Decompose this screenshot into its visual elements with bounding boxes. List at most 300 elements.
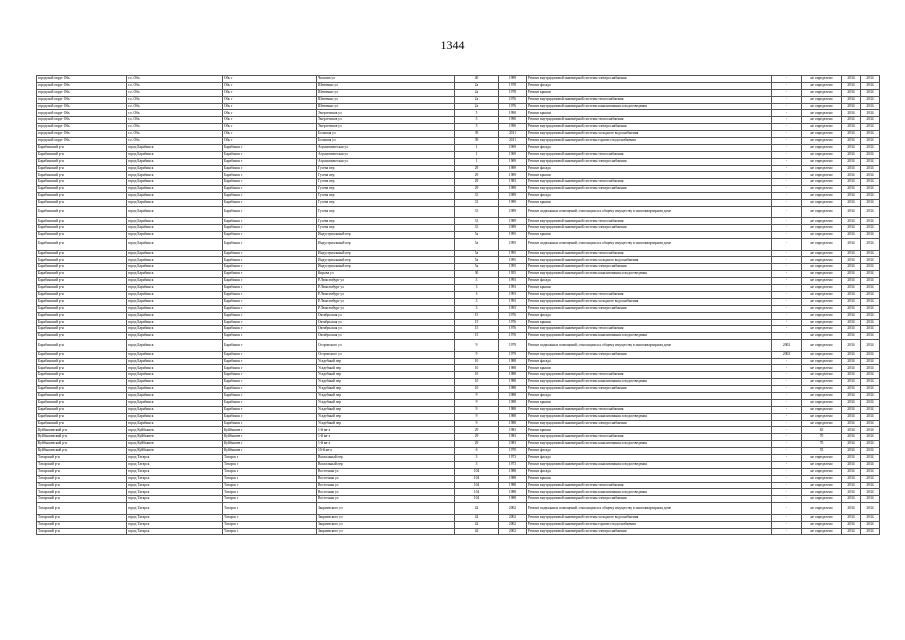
settlement-cell: город Барабинск — [127, 386, 223, 393]
house-number-cell: 5а — [455, 239, 499, 251]
plan-start-year-cell: 2034 — [842, 319, 861, 326]
locality-cell: Обь г — [223, 89, 317, 96]
last-repair-year-cell: - — [772, 528, 802, 535]
year-built-cell: 1976 — [499, 333, 527, 340]
settlement-cell: город Барабинск — [127, 291, 223, 298]
street-cell: Гусева пер — [317, 225, 455, 232]
work-type-cell: Ремонт крыши — [527, 172, 772, 179]
work-type-cell: Ремонт крыши — [527, 89, 772, 96]
year-built-cell: 2002 — [499, 521, 527, 528]
plan-end-year-cell: 2034 — [861, 521, 880, 528]
street-cell: Усадебный пер — [317, 420, 455, 427]
plan-start-year-cell: 2034 — [842, 468, 861, 475]
year-built-cell: 1969 — [499, 158, 527, 165]
plan-start-year-cell: 2034 — [842, 351, 861, 358]
work-type-cell: Ремонт внутридомовой инженерной системы теплоснабжения — [527, 406, 772, 413]
municipal-district-cell: Татарский р-н — [37, 482, 127, 489]
municipal-district-cell: Барабинский р-н — [37, 291, 127, 298]
wear-percent-cell: не определено — [802, 103, 842, 110]
page-number: 1344 — [440, 38, 465, 52]
plan-end-year-cell: 2034 — [861, 278, 880, 285]
wear-percent-cell: не определено — [802, 82, 842, 89]
work-type-cell: Ремонт крыши — [527, 285, 772, 292]
settlement-cell: г.о. Обь — [127, 89, 223, 96]
settlement-cell: город Барабинск — [127, 200, 223, 207]
wear-percent-cell: не определено — [802, 200, 842, 207]
wear-percent-cell: не определено — [802, 455, 842, 462]
house-number-cell: 5 — [455, 117, 499, 124]
last-repair-year-cell: - — [772, 264, 802, 271]
plan-start-year-cell: 2034 — [842, 206, 861, 218]
locality-cell: Барабинск г — [223, 358, 317, 365]
house-number-cell: 31 — [455, 193, 499, 200]
plan-end-year-cell: 2034 — [861, 110, 880, 117]
table-row — [37, 441, 880, 448]
plan-end-year-cell: 2034 — [861, 379, 880, 386]
table-row — [37, 475, 880, 482]
settlement-cell: город Барабинск — [127, 218, 223, 225]
plan-end-year-cell: 2034 — [861, 365, 880, 372]
wear-percent-cell: не определено — [802, 305, 842, 312]
work-type-cell: Ремонт внутридомовой инженерной системы электроснабжения — [527, 386, 772, 393]
work-type-cell: Ремонт внутридомовой инженерной системы холодного водоснабжения — [527, 298, 772, 305]
work-type-cell: Ремонт внутридомовой инженерной системы канализования и водоотведения — [527, 441, 772, 448]
plan-end-year-cell: 2034 — [861, 406, 880, 413]
plan-start-year-cell: 2034 — [842, 406, 861, 413]
plan-end-year-cell: 2034 — [861, 372, 880, 379]
street-cell: Чкалова ул — [317, 76, 455, 83]
plan-end-year-cell: 2034 — [861, 76, 880, 83]
work-type-cell: Ремонт внутридомовой инженерной системы теплоснабжения — [527, 218, 772, 225]
settlement-cell: город Барабинск — [127, 406, 223, 413]
settlement-cell: город Татарск — [127, 455, 223, 462]
last-repair-year-cell: - — [772, 250, 802, 257]
street-cell: Гусева пер — [317, 172, 455, 179]
street-cell: Шевченко ул — [317, 82, 455, 89]
municipal-district-cell: Куйбышевский р-н — [37, 448, 127, 455]
settlement-cell: город Татарск — [127, 503, 223, 515]
year-built-cell: 1989 — [499, 193, 527, 200]
table-row — [37, 358, 880, 365]
settlement-cell: город Татарск — [127, 514, 223, 521]
locality-cell: Барабинск г — [223, 250, 317, 257]
house-number-cell: 5а — [455, 264, 499, 271]
plan-end-year-cell: 2034 — [861, 399, 880, 406]
municipal-district-cell: Барабинский р-н — [37, 232, 127, 239]
work-type-cell: Ремонт внутридомовой инженерной системы канализования и водоотведения — [527, 333, 772, 340]
table-row — [37, 305, 880, 312]
wear-percent-cell: не определено — [802, 278, 842, 285]
house-number-cell: 9 — [455, 406, 499, 413]
last-repair-year-cell: - — [772, 131, 802, 138]
table-row — [37, 193, 880, 200]
locality-cell: Барабинск г — [223, 172, 317, 179]
last-repair-year-cell: - — [772, 386, 802, 393]
house-number-cell: 3 — [455, 278, 499, 285]
plan-start-year-cell: 2034 — [842, 441, 861, 448]
last-repair-year-cell: - — [772, 138, 802, 145]
plan-start-year-cell: 2034 — [842, 285, 861, 292]
capital-repair-table — [36, 75, 880, 535]
wear-percent-cell: не определено — [802, 232, 842, 239]
locality-cell: Барабинск г — [223, 312, 317, 319]
plan-end-year-cell: 2034 — [861, 514, 880, 521]
wear-percent-cell: не определено — [802, 151, 842, 158]
municipal-district-cell: городской округ Обь — [37, 117, 127, 124]
municipal-district-cell: Барабинский р-н — [37, 406, 127, 413]
house-number-cell: 42 — [455, 521, 499, 528]
plan-start-year-cell: 2034 — [842, 365, 861, 372]
last-repair-year-cell: - — [772, 305, 802, 312]
work-type-cell: Ремонт внутридомовой инженерной системы электроснабжения — [527, 124, 772, 131]
house-number-cell: 3 — [455, 285, 499, 292]
wear-percent-cell: не определено — [802, 475, 842, 482]
street-cell: Островского ул — [317, 351, 455, 358]
table-row — [37, 365, 880, 372]
municipal-district-cell: Барабинский р-н — [37, 379, 127, 386]
locality-cell: Татарск г — [223, 514, 317, 521]
plan-start-year-cell: 2034 — [842, 461, 861, 468]
locality-cell: Барабинск г — [223, 319, 317, 326]
house-number-cell: 9 — [455, 340, 499, 352]
table-row — [37, 482, 880, 489]
year-built-cell: 1989 — [499, 225, 527, 232]
table-row — [37, 455, 880, 462]
year-built-cell: 1983 — [499, 179, 527, 186]
work-type-cell: Ремонт внутридомовой инженерной системы электроснабжения — [527, 186, 772, 193]
last-repair-year-cell: - — [772, 144, 802, 151]
work-type-cell: Ремонт фасада — [527, 82, 772, 89]
table-row — [37, 186, 880, 193]
table-row — [37, 319, 880, 326]
settlement-cell: г.о. Обь — [127, 103, 223, 110]
plan-end-year-cell: 2034 — [861, 193, 880, 200]
wear-percent-cell: не определено — [802, 528, 842, 535]
locality-cell: Барабинск г — [223, 340, 317, 352]
table-row — [37, 151, 880, 158]
house-number-cell: 104 — [455, 489, 499, 496]
table-row — [37, 528, 880, 535]
plan-end-year-cell: 2034 — [861, 413, 880, 420]
house-number-cell: 15 — [455, 326, 499, 333]
street-cell: Агрономическая ул — [317, 144, 455, 151]
plan-start-year-cell: 2034 — [842, 271, 861, 278]
plan-end-year-cell: 2034 — [861, 461, 880, 468]
municipal-district-cell: городской округ Обь — [37, 131, 127, 138]
municipal-district-cell: Барабинский р-н — [37, 250, 127, 257]
house-number-cell: 42 — [455, 528, 499, 535]
locality-cell: Барабинск г — [223, 200, 317, 207]
year-built-cell: 1973 — [499, 455, 527, 462]
house-number-cell: 2а — [455, 89, 499, 96]
house-number-cell: 104 — [455, 468, 499, 475]
house-number-cell: 9 — [455, 413, 499, 420]
year-built-cell: 1990 — [499, 124, 527, 131]
table-row — [37, 326, 880, 333]
street-cell: Усадебный пер — [317, 379, 455, 386]
locality-cell: Барабинск г — [223, 165, 317, 172]
table-row — [37, 291, 880, 298]
street-cell: Энергетиков ул — [317, 124, 455, 131]
locality-cell: Барабинск г — [223, 193, 317, 200]
plan-start-year-cell: 2034 — [842, 427, 861, 434]
settlement-cell: город Татарск — [127, 468, 223, 475]
plan-end-year-cell: 2034 — [861, 312, 880, 319]
work-type-cell: Ремонт фасада — [527, 468, 772, 475]
street-cell: Р.Люксембург ул — [317, 291, 455, 298]
wear-percent-cell: не определено — [802, 206, 842, 218]
municipal-district-cell: Барабинский р-н — [37, 218, 127, 225]
year-built-cell: 1976 — [499, 96, 527, 103]
year-built-cell: 1979 — [499, 351, 527, 358]
municipal-district-cell: Барабинский р-н — [37, 413, 127, 420]
table-row — [37, 468, 880, 475]
year-built-cell: 1993 — [499, 278, 527, 285]
house-number-cell: 30 — [455, 271, 499, 278]
street-cell: Островского ул — [317, 340, 455, 352]
year-built-cell: 1988 — [499, 496, 527, 503]
wear-percent-cell: не определено — [802, 393, 842, 400]
plan-end-year-cell: 2034 — [861, 257, 880, 264]
work-type-cell: Ремонт внутридомовой инженерной системы теплоснабжения — [527, 117, 772, 124]
house-number-cell: 6 — [455, 448, 499, 455]
settlement-cell: г.о. Обь — [127, 131, 223, 138]
settlement-cell: город Барабинск — [127, 193, 223, 200]
settlement-cell: город Барабинск — [127, 206, 223, 218]
plan-end-year-cell: 2034 — [861, 285, 880, 292]
street-cell: 1-й кв-л — [317, 434, 455, 441]
plan-end-year-cell: 2034 — [861, 305, 880, 312]
locality-cell: Татарск г — [223, 461, 317, 468]
table-row — [37, 158, 880, 165]
plan-start-year-cell: 2034 — [842, 193, 861, 200]
table-row — [37, 144, 880, 151]
municipal-district-cell: Барабинский р-н — [37, 193, 127, 200]
table-row — [37, 250, 880, 257]
last-repair-year-cell: - — [772, 117, 802, 124]
work-type-cell: Ремонт внутридомовой инженерной системы канализования и водоотведения — [527, 379, 772, 386]
street-cell: Вокзальный пер — [317, 455, 455, 462]
locality-cell: Обь г — [223, 117, 317, 124]
municipal-district-cell: Барабинский р-н — [37, 351, 127, 358]
last-repair-year-cell: - — [772, 172, 802, 179]
municipal-district-cell: Татарский р-н — [37, 455, 127, 462]
locality-cell: Барабинск г — [223, 379, 317, 386]
work-type-cell: Ремонт крыши — [527, 200, 772, 207]
wear-percent-cell: не определено — [802, 165, 842, 172]
year-built-cell: 1970 — [499, 448, 527, 455]
plan-start-year-cell: 2034 — [842, 399, 861, 406]
house-number-cell: 104 — [455, 475, 499, 482]
municipal-district-cell: Куйбышевский р-н — [37, 441, 127, 448]
plan-start-year-cell: 2034 — [842, 528, 861, 535]
locality-cell: Барабинск г — [223, 326, 317, 333]
plan-end-year-cell: 2034 — [861, 186, 880, 193]
municipal-district-cell: Барабинский р-н — [37, 305, 127, 312]
year-built-cell: 1993 — [499, 305, 527, 312]
municipal-district-cell: Барабинский р-н — [37, 386, 127, 393]
house-number-cell: 2а — [455, 96, 499, 103]
work-type-cell: Ремонт внутридомовой инженерной системы холодного водоснабжения — [527, 131, 772, 138]
table-row — [37, 351, 880, 358]
municipal-district-cell: Татарский р-н — [37, 521, 127, 528]
wear-percent-cell: не определено — [802, 179, 842, 186]
work-type-cell: Ремонт крыши — [527, 110, 772, 117]
locality-cell: Обь г — [223, 110, 317, 117]
wear-percent-cell: не определено — [802, 468, 842, 475]
year-built-cell: 1995 — [499, 239, 527, 251]
table-row — [37, 179, 880, 186]
year-built-cell: 1969 — [499, 151, 527, 158]
house-number-cell: 1 — [455, 144, 499, 151]
work-type-cell: Ремонт крыши — [527, 319, 772, 326]
last-repair-year-cell: - — [772, 461, 802, 468]
plan-end-year-cell: 2034 — [861, 358, 880, 365]
year-built-cell: 1988 — [499, 358, 527, 365]
wear-percent-cell: не определено — [802, 312, 842, 319]
locality-cell: Татарск г — [223, 475, 317, 482]
work-type-cell: Ремонт внутридомовой инженерной системы электроснабжения — [527, 528, 772, 535]
settlement-cell: город Барабинск — [127, 365, 223, 372]
settlement-cell: город Барабинск — [127, 413, 223, 420]
locality-cell: Барабинск г — [223, 406, 317, 413]
plan-start-year-cell: 2034 — [842, 144, 861, 151]
house-number-cell: 15 — [455, 319, 499, 326]
last-repair-year-cell: - — [772, 420, 802, 427]
municipal-district-cell: Барабинский р-н — [37, 420, 127, 427]
plan-start-year-cell: 2034 — [842, 386, 861, 393]
table-row — [37, 257, 880, 264]
locality-cell: Барабинск г — [223, 372, 317, 379]
plan-start-year-cell: 2034 — [842, 200, 861, 207]
locality-cell: Обь г — [223, 138, 317, 145]
street-cell: Усадебный пер — [317, 393, 455, 400]
locality-cell: Барабинск г — [223, 151, 317, 158]
plan-start-year-cell: 2034 — [842, 278, 861, 285]
plan-start-year-cell: 2034 — [842, 455, 861, 462]
municipal-district-cell: Барабинский р-н — [37, 257, 127, 264]
work-type-cell: Ремонт фасада — [527, 448, 772, 455]
house-number-cell: 3 — [455, 305, 499, 312]
wear-percent-cell: не определено — [802, 413, 842, 420]
year-built-cell: 1993 — [499, 298, 527, 305]
house-number-cell: 42 — [455, 514, 499, 521]
locality-cell: Татарск г — [223, 489, 317, 496]
house-number-cell: 10 — [455, 372, 499, 379]
plan-end-year-cell: 2034 — [861, 179, 880, 186]
year-built-cell: 1989 — [499, 206, 527, 218]
street-cell: Гусева пер — [317, 186, 455, 193]
street-cell: 1-й кв-л — [317, 427, 455, 434]
work-type-cell: Ремонт внутридомовой инженерной системы электроснабжения — [527, 225, 772, 232]
wear-percent-cell: не определено — [802, 257, 842, 264]
settlement-cell: г.о. Обь — [127, 96, 223, 103]
street-cell: Закриевского ул — [317, 521, 455, 528]
settlement-cell: город Куйбышев — [127, 427, 223, 434]
last-repair-year-cell: - — [772, 200, 802, 207]
locality-cell: Татарск г — [223, 503, 317, 515]
last-repair-year-cell: - — [772, 399, 802, 406]
work-type-cell: Ремонт внутридомовой инженерной системы теплоснабжения — [527, 434, 772, 441]
locality-cell: Куйбышев г — [223, 448, 317, 455]
house-number-cell: 5 — [455, 124, 499, 131]
house-number-cell: 3 — [455, 455, 499, 462]
wear-percent-cell: не определено — [802, 420, 842, 427]
work-type-cell: Ремонт внутридомовой инженерной системы теплоснабжения — [527, 250, 772, 257]
table-row — [37, 413, 880, 420]
settlement-cell: город Барабинск — [127, 225, 223, 232]
plan-end-year-cell: 2034 — [861, 144, 880, 151]
house-number-cell: 1 — [455, 151, 499, 158]
plan-start-year-cell: 2034 — [842, 89, 861, 96]
street-cell: Октябрьская ул — [317, 333, 455, 340]
wear-percent-cell: не определено — [802, 124, 842, 131]
plan-end-year-cell: 2034 — [861, 232, 880, 239]
plan-start-year-cell: 2034 — [842, 165, 861, 172]
plan-start-year-cell: 2034 — [842, 117, 861, 124]
plan-start-year-cell: 2034 — [842, 103, 861, 110]
plan-start-year-cell: 2034 — [842, 218, 861, 225]
work-type-cell: Ремонт внутридомовой инженерной системы электроснабжения — [527, 305, 772, 312]
year-built-cell: 1983 — [499, 434, 527, 441]
year-built-cell: 1969 — [499, 144, 527, 151]
plan-start-year-cell: 2034 — [842, 232, 861, 239]
last-repair-year-cell: - — [772, 278, 802, 285]
table-row — [37, 124, 880, 131]
house-number-cell: 9 — [455, 393, 499, 400]
work-type-cell: Ремонт фасада — [527, 144, 772, 151]
municipal-district-cell: Барабинский р-н — [37, 393, 127, 400]
plan-end-year-cell: 2034 — [861, 455, 880, 462]
plan-end-year-cell: 2034 — [861, 165, 880, 172]
locality-cell: Барабинск г — [223, 285, 317, 292]
municipal-district-cell: Барабинский р-н — [37, 144, 127, 151]
locality-cell: Обь г — [223, 76, 317, 83]
municipal-district-cell: Барабинский р-н — [37, 186, 127, 193]
settlement-cell: город Барабинск — [127, 319, 223, 326]
street-cell: Усадебный пер — [317, 372, 455, 379]
house-number-cell: 15 — [455, 312, 499, 319]
year-built-cell: 1995 — [499, 250, 527, 257]
year-built-cell: 1988 — [499, 399, 527, 406]
house-number-cell: 9 — [455, 351, 499, 358]
wear-percent-cell: не определено — [802, 386, 842, 393]
table-row — [37, 333, 880, 340]
locality-cell: Барабинск г — [223, 232, 317, 239]
settlement-cell: город Барабинск — [127, 420, 223, 427]
work-type-cell: Ремонт крыши — [527, 427, 772, 434]
street-cell: Шевченко ул — [317, 89, 455, 96]
wear-percent-cell: не определено — [802, 96, 842, 103]
year-built-cell: 1988 — [499, 393, 527, 400]
plan-start-year-cell: 2034 — [842, 312, 861, 319]
work-type-cell: Ремонт внутридомовой инженерной системы теплоснабжения — [527, 372, 772, 379]
table-body — [37, 76, 880, 535]
last-repair-year-cell: - — [772, 393, 802, 400]
street-cell: Гусева пер — [317, 193, 455, 200]
settlement-cell: город Барабинск — [127, 379, 223, 386]
locality-cell: Барабинск г — [223, 271, 317, 278]
plan-start-year-cell: 2034 — [842, 514, 861, 521]
house-number-cell: 9 — [455, 420, 499, 427]
last-repair-year-cell: - — [772, 225, 802, 232]
last-repair-year-cell: - — [772, 186, 802, 193]
work-type-cell: Ремонт внутридомовой инженерной системы холодного водоснабжения — [527, 514, 772, 521]
street-cell: Р.Люксембург ул — [317, 298, 455, 305]
table-row — [37, 206, 880, 218]
municipal-district-cell: городской округ Обь — [37, 96, 127, 103]
street-cell: Октябрьская ул — [317, 312, 455, 319]
